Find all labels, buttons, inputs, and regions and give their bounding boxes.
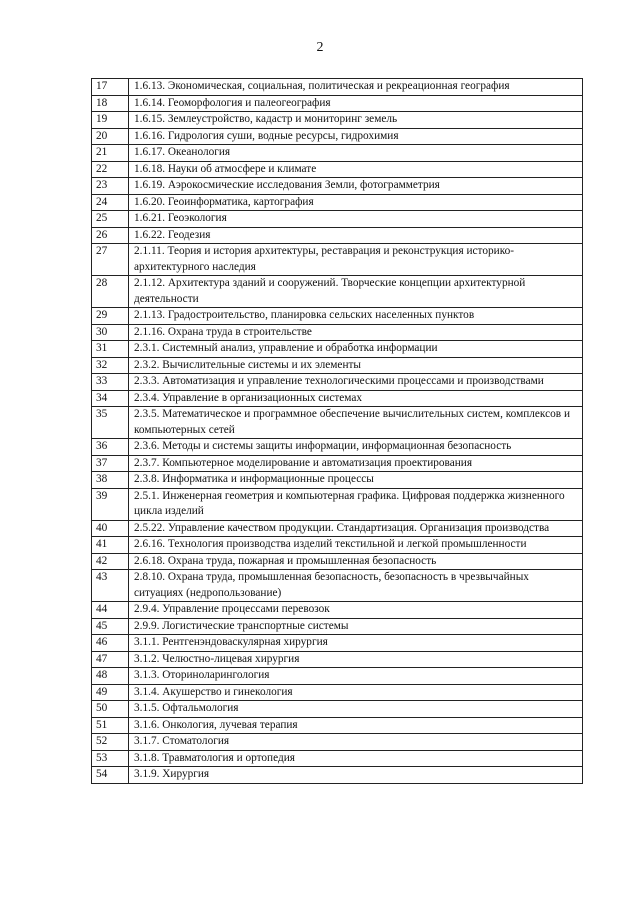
row-number: 37: [92, 455, 129, 472]
specialty-name: 2.3.5. Математическое и программное обеспечение вычислительных систем, комплексов и компьютерных сетей: [129, 407, 583, 439]
table-row: [92, 520, 583, 537]
specialty-name: 3.1.8. Травматология и ортопедия: [129, 750, 583, 767]
row-number: 29: [92, 308, 129, 325]
specialty-name: 2.3.2. Вычислительные системы и их элементы: [129, 357, 583, 374]
row-number: 20: [92, 128, 129, 145]
row-number: 23: [92, 178, 129, 195]
row-number: 39: [92, 488, 129, 520]
specialty-name: 2.6.18. Охрана труда, пожарная и промышленная безопасность: [129, 553, 583, 570]
specialty-table-body: [92, 79, 583, 784]
specialty-name: 2.3.7. Компьютерное моделирование и автоматизация проектирования: [129, 455, 583, 472]
specialty-name: 2.1.16. Охрана труда в строительстве: [129, 324, 583, 341]
table-row: [92, 701, 583, 718]
table-row: [92, 244, 583, 276]
row-number: 43: [92, 570, 129, 602]
specialty-name: 3.1.7. Стоматология: [129, 734, 583, 751]
table-row: [92, 227, 583, 244]
specialty-name: 2.5.1. Инженерная геометрия и компьютерная графика. Цифровая поддержка жизненного цикла изделий: [129, 488, 583, 520]
specialty-name: 2.9.9. Логистические транспортные системы: [129, 618, 583, 635]
specialty-name: 1.6.16. Гидрология суши, водные ресурсы, гидрохимия: [129, 128, 583, 145]
specialty-name: 1.6.20. Геоинформатика, картография: [129, 194, 583, 211]
specialty-name: 1.6.17. Океанология: [129, 145, 583, 162]
table-row: [92, 488, 583, 520]
table-row: [92, 734, 583, 751]
specialty-name: 2.9.4. Управление процессами перевозок: [129, 602, 583, 619]
page-number: 2: [316, 40, 324, 55]
specialty-table: [91, 78, 583, 784]
row-number: 53: [92, 750, 129, 767]
table-row: [92, 455, 583, 472]
table-row: [92, 602, 583, 619]
table-row: [92, 194, 583, 211]
table-row: [92, 390, 583, 407]
table-row: [92, 668, 583, 685]
row-number: 27: [92, 244, 129, 276]
table-row: [92, 472, 583, 489]
row-number: 22: [92, 161, 129, 178]
specialty-name: 1.6.14. Геоморфология и палеогеография: [129, 95, 583, 112]
row-number: 40: [92, 520, 129, 537]
row-number: 54: [92, 767, 129, 784]
table-row: [92, 407, 583, 439]
specialty-name: 3.1.4. Акушерство и гинекология: [129, 684, 583, 701]
table-row: [92, 161, 583, 178]
specialty-name: 3.1.2. Челюстно-лицевая хирургия: [129, 651, 583, 668]
row-number: 36: [92, 439, 129, 456]
table-row: [92, 651, 583, 668]
specialty-name: 3.1.1. Рентгенэндоваскулярная хирургия: [129, 635, 583, 652]
row-number: 21: [92, 145, 129, 162]
row-number: 31: [92, 341, 129, 358]
specialty-name: 2.5.22. Управление качеством продукции. Стандартизация. Организация производства: [129, 520, 583, 537]
row-number: 19: [92, 112, 129, 129]
row-number: 35: [92, 407, 129, 439]
row-number: 45: [92, 618, 129, 635]
specialty-name: 2.6.16. Технология производства изделий текстильной и легкой промышленности: [129, 537, 583, 554]
table-row: [92, 276, 583, 308]
row-number: 50: [92, 701, 129, 718]
specialty-name: 1.6.18. Науки об атмосфере и климате: [129, 161, 583, 178]
row-number: 46: [92, 635, 129, 652]
specialty-name: 3.1.3. Оториноларингология: [129, 668, 583, 685]
specialty-name: 2.1.12. Архитектура зданий и сооружений. Творческие концепции архитектурной деятельности: [129, 276, 583, 308]
row-number: 42: [92, 553, 129, 570]
row-number: 26: [92, 227, 129, 244]
row-number: 48: [92, 668, 129, 685]
row-number: 41: [92, 537, 129, 554]
table-row: [92, 618, 583, 635]
table-row: [92, 324, 583, 341]
row-number: 17: [92, 79, 129, 96]
row-number: 30: [92, 324, 129, 341]
specialty-name: 2.1.13. Градостроительство, планировка сельских населенных пунктов: [129, 308, 583, 325]
table-row: [92, 79, 583, 96]
table-row: [92, 553, 583, 570]
row-number: 28: [92, 276, 129, 308]
specialty-name: 1.6.21. Геоэкология: [129, 211, 583, 228]
row-number: 25: [92, 211, 129, 228]
table-row: [92, 178, 583, 195]
specialty-name: 3.1.6. Онкология, лучевая терапия: [129, 717, 583, 734]
row-number: 32: [92, 357, 129, 374]
row-number: 49: [92, 684, 129, 701]
row-number: 51: [92, 717, 129, 734]
row-number: 44: [92, 602, 129, 619]
table-row: [92, 750, 583, 767]
table-row: [92, 439, 583, 456]
table-row: [92, 112, 583, 129]
specialty-name: 1.6.15. Землеустройство, кадастр и мониторинг земель: [129, 112, 583, 129]
table-row: [92, 374, 583, 391]
specialty-name: 3.1.9. Хирургия: [129, 767, 583, 784]
table-row: [92, 95, 583, 112]
table-row: [92, 570, 583, 602]
row-number: 18: [92, 95, 129, 112]
specialty-name: 2.3.3. Автоматизация и управление технологическими процессами и производствами: [129, 374, 583, 391]
row-number: 38: [92, 472, 129, 489]
table-row: [92, 211, 583, 228]
table-row: [92, 128, 583, 145]
specialty-name: 2.3.1. Системный анализ, управление и обработка информации: [129, 341, 583, 358]
specialty-name: 2.3.8. Информатика и информационные процессы: [129, 472, 583, 489]
row-number: 24: [92, 194, 129, 211]
table-row: [92, 145, 583, 162]
row-number: 47: [92, 651, 129, 668]
specialty-name: 1.6.22. Геодезия: [129, 227, 583, 244]
table-row: [92, 635, 583, 652]
table-row: [92, 341, 583, 358]
specialty-name: 2.8.10. Охрана труда, промышленная безопасность, безопасность в чрезвычайных ситуациях (недропользование): [129, 570, 583, 602]
table-row: [92, 684, 583, 701]
table-row: [92, 717, 583, 734]
specialty-name: 2.3.4. Управление в организационных системах: [129, 390, 583, 407]
specialty-name: 1.6.19. Аэрокосмические исследования Земли, фотограмметрия: [129, 178, 583, 195]
specialty-name: 3.1.5. Офтальмология: [129, 701, 583, 718]
specialty-name: 1.6.13. Экономическая, социальная, политическая и рекреационная география: [129, 79, 583, 96]
table-row: [92, 537, 583, 554]
specialty-name: 2.3.6. Методы и системы защиты информации, информационная безопасность: [129, 439, 583, 456]
row-number: 34: [92, 390, 129, 407]
table-row: [92, 357, 583, 374]
row-number: 33: [92, 374, 129, 391]
specialty-name: 2.1.11. Теория и история архитектуры, реставрация и реконструкция историко-архитектурного наследия: [129, 244, 583, 276]
table-row: [92, 767, 583, 784]
row-number: 52: [92, 734, 129, 751]
table-row: [92, 308, 583, 325]
